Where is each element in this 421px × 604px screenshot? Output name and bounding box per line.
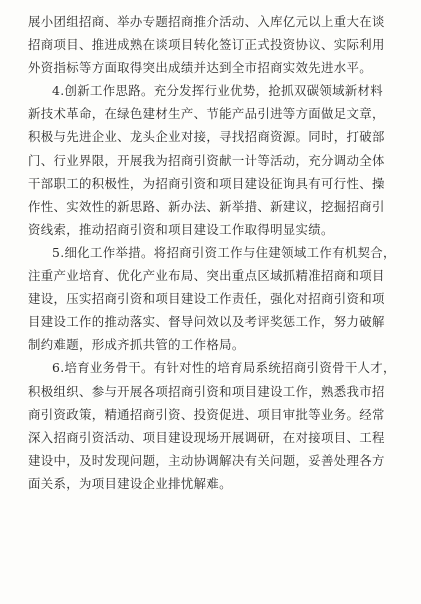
text-line: 干部职工的积极性，为招商引资和项目建设征询具有可行性、操: [28, 175, 385, 191]
text-line: 作性、实效性的新思路、新办法、新举措、新建议，挖掘招商引: [28, 198, 385, 214]
text-line: 外资指标等方面取得突出成绩并达到全市招商实效先进水平。: [28, 60, 372, 76]
text-line: 深入招商引资活动、项目建设现场开展调研，在对接项目、工程: [28, 429, 385, 445]
paragraph-4: [28, 79, 398, 241]
text-line: 招商项目、推进成熟在谈项目转化签订正式投资协议、实际利用: [28, 37, 385, 53]
document-body: [28, 10, 398, 495]
text-line: 新技术革命，在绿色建材生产、节能产品引进等方面做足文章，: [28, 106, 385, 122]
text-line: 制约难题，形成齐抓共管的工作格局。: [28, 337, 245, 353]
paragraph-continuation: [28, 10, 398, 79]
text-line: 商引资政策，精通招商引资、投资促进、项目审批等业务。经常: [28, 406, 385, 422]
text-line: 展小团组招商、举办专题招商推介活动、入库亿元以上重大在谈: [28, 14, 385, 29]
text-line: 积极与先进企业、龙头企业对接，寻找招商资源。同时，打破部: [28, 129, 385, 145]
text-line: 5.细化工作举措。将招商引资工作与住建领域工作有机契合，: [52, 244, 396, 260]
text-line: 注重产业培育、优化产业布局、突出重点区域抓精准招商和项目: [28, 268, 385, 284]
text-line: 积极组织、参与开展各项招商引资和项目建设工作，熟悉我市招: [28, 383, 385, 399]
text-line: 4.创新工作思路。充分发挥行业优势，抢抓双碳领域新材料: [52, 83, 384, 99]
text-line: 建设中，及时发现问题，主动协调解决有关问题，妥善处理各方: [28, 452, 385, 468]
text-line: 资线索，推动招商引资和项目建设工作取得明显实绩。: [28, 221, 334, 237]
paragraph-5: [28, 241, 398, 356]
text-line: 门、行业界限，开展我为招商引资献一计等活动，充分调动全体: [28, 152, 385, 168]
text-line: 6.培育业务骨干。有针对性的培育局系统招商引资骨干人才，: [52, 360, 396, 376]
text-line: 建设，压实招商引资和项目建设工作责任，强化对招商引资和项: [28, 291, 385, 307]
paragraph-6: [28, 356, 398, 495]
text-line: 目建设工作的推动落实、督导问效以及考评奖惩工作，努力破解: [28, 314, 385, 330]
text-line: 面关系，为项目建设企业排忧解难。: [28, 475, 232, 491]
